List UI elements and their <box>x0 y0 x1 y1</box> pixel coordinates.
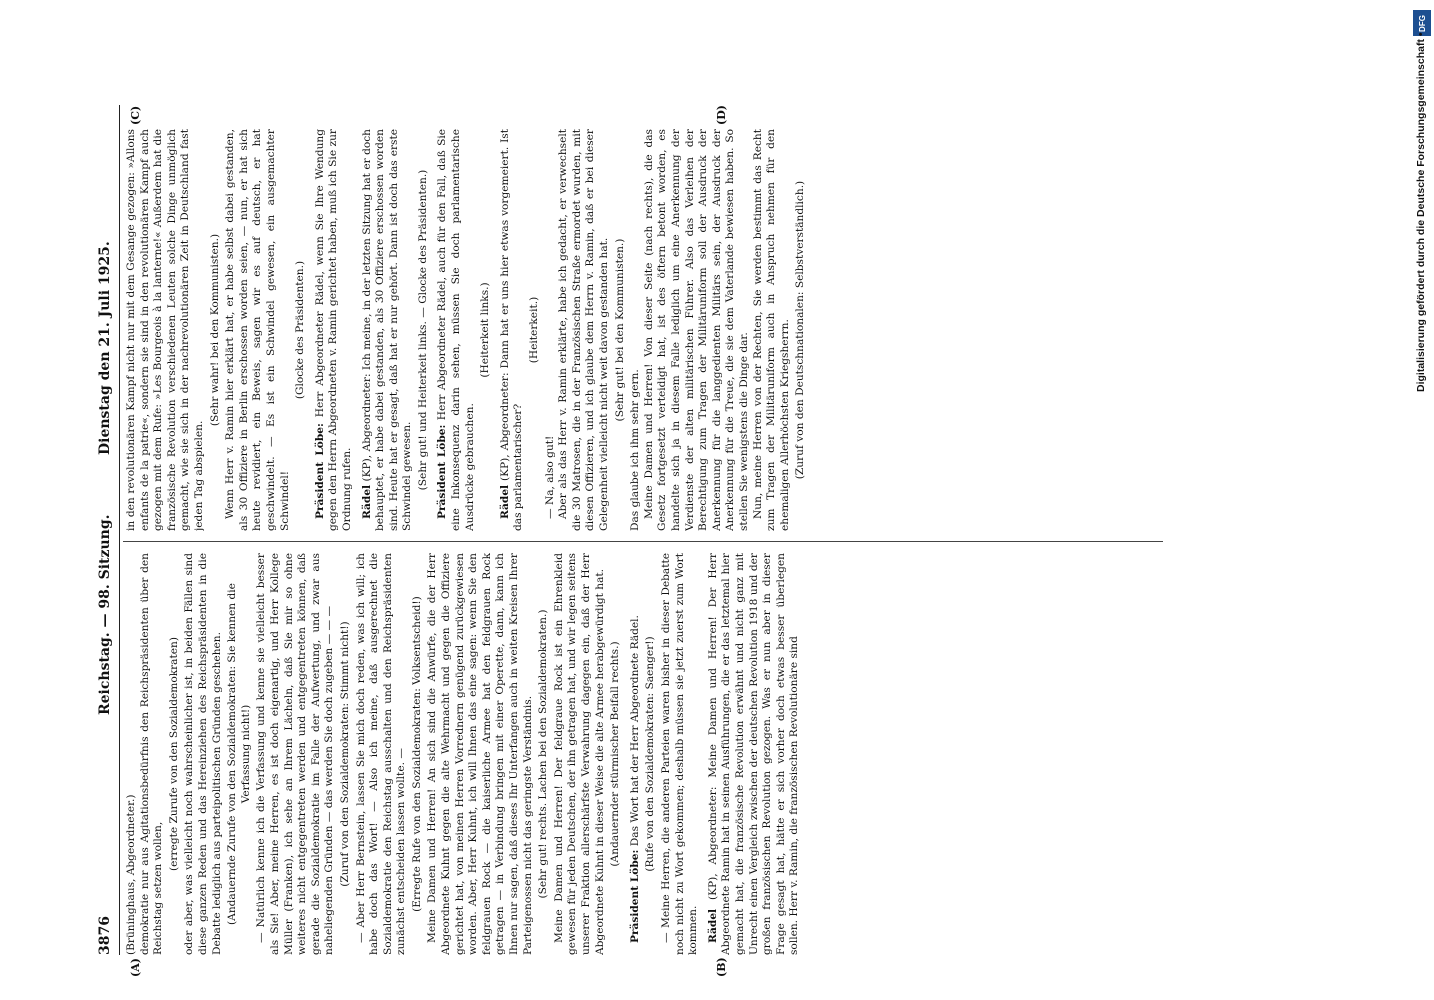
page-number: 3876 <box>97 916 113 955</box>
paragraph-text: Meine Damen und Herren! Der feldgraue Rock ist ein Ehrenkleid gewesen für jeden Deutschen, der ihn getragen hat, und wir legen seitens unserer Fraktion allerschärfste Verwahrung dagegen ein, daß der Herr Abgeordnete Kuhnt in dieser Weise die alte Armee herabgewürdigt hat. <box>552 553 606 955</box>
paragraph-text: (Zuruf von den Sozialdemokraten: Stimmt nicht!) <box>338 621 351 887</box>
paragraph-text: Nun, meine Herren von der Rechten, Sie werden bestimmt das Recht zum Tragen der Militäruniform auch in Anspruch nehmen für den ehemaligen Allerhöchsten Kriegsherrn. <box>751 129 791 531</box>
paragraph-text: (Andauernder stürmischer Beifall rechts.) <box>609 641 622 867</box>
session-date: Dienstag den 21. Juli 1925. <box>97 241 113 455</box>
paragraph <box>644 573 658 935</box>
paragraph-text: — Meine Herren, die anderen Parteien waren bisher in dieser Debatte noch nicht zu Wort gekommen; deshalb müssen sie jetzt zuerst zum Wort kommen. <box>659 553 700 955</box>
paragraph <box>361 129 415 531</box>
paragraph-text: Das glaube ich ihm sehr gern. <box>629 369 642 531</box>
paragraph <box>339 573 353 935</box>
paragraph <box>553 553 607 955</box>
speaker-name: Rädel <box>498 484 511 519</box>
page-title: Reichstag. — 98. Sitzung. <box>97 514 113 715</box>
paragraph <box>752 129 793 531</box>
paragraph-text: (Erregte Rufe von den Sozialdemokraten: Volksentscheid!) <box>410 596 423 912</box>
paragraph-text: (Brüninghaus, Abgeordneter.) <box>125 794 137 955</box>
paragraph <box>629 129 643 531</box>
paragraph <box>411 573 425 935</box>
speaker-name: Rädel <box>706 908 719 943</box>
paragraph <box>528 149 542 511</box>
margin-marker-d: (D) <box>715 105 728 125</box>
paragraph <box>294 149 308 511</box>
paragraph <box>609 573 623 935</box>
paragraph <box>255 553 337 955</box>
paragraph-text: Aber als das Herr v. Ramin erklärte, habe ich gedacht, er verwechselt die 30 Matrosen, die in der Französischen Straße ermordet wurden, mit diesen Offizieren, und ich glaube dem Herrn v. Ramin, daß er bei dieser Gelegenheit vielleicht nicht weit davon gestanden hat. <box>557 129 610 531</box>
paragraph <box>499 129 526 531</box>
margin-marker-a: (A) <box>129 958 142 977</box>
right-column <box>125 129 1160 531</box>
funding-credit: Digitalisierung gefördert durch die Deutsche Forschungsgemeinschaft • <box>1415 32 1427 392</box>
paragraph <box>643 129 752 531</box>
margin-marker-b: (B) <box>715 957 728 977</box>
dfg-logo-icon: DFG <box>1413 10 1431 36</box>
scanned-page <box>95 105 1165 977</box>
paragraph <box>168 573 182 935</box>
margin-marker-c: (C) <box>129 105 142 125</box>
paragraph <box>226 573 253 935</box>
left-column <box>125 553 1160 955</box>
paragraph-text: (KP), Abgeordneter: Ich meine, in der letzten Sitzung hat er doch behauptet, er habe dabei gestanden, als 30 Offiziere erschossen worden sind. Heute hat er gesagt, daß hat er nur gehört. Dann ist doch das erste Schwindel gewesen. <box>360 129 414 531</box>
paragraph-text: (Sehr gut! bei den Kommunisten.) <box>613 238 626 422</box>
column-divider <box>123 541 1163 542</box>
paragraph-text: (Sehr gut! rechts. Lachen bei den Sozialdemokraten.) <box>537 609 550 899</box>
paragraph <box>537 573 551 935</box>
paragraph-text: (Heiterkeit.) <box>528 296 541 364</box>
speaker-name: Präsident Löbe: <box>628 849 641 943</box>
paragraph <box>794 149 808 511</box>
paragraph-text: demokratie nur aus Agitationsbedürfnis den Reichspräsidenten über den Reichstag setzen wollen, <box>138 553 165 955</box>
paragraph-text: Das Wort hat der Herr Abgeordnete Rädel. <box>628 615 641 850</box>
paragraph <box>557 129 611 531</box>
paragraph-text: (KP), Abgeordneter: Dann hat er uns hier etwas vorgemeiert. Ist das parlamentarischer? <box>498 129 525 531</box>
page-header <box>95 105 120 955</box>
paragraph <box>436 129 477 531</box>
paragraph <box>629 553 643 955</box>
paragraph-text: (Zuruf von den Deutschnationalen: Selbstverständlich.) <box>794 180 807 480</box>
paragraph-text: (Heiterkeit links.) <box>479 282 492 378</box>
speaker-name: Präsident Löbe: <box>313 423 326 519</box>
paragraph-text: — Aber Herr Bernstein, lassen Sie mich doch reden, was ich will; ich habe doch das Wort! — Also ich meine, daß ausgerechnet die Sozialdemokratie den Reichstag ausschalten und den Reichspräsidenten zunächst entscheiden lassen wollte. — <box>354 553 408 955</box>
speaker-name: Rädel <box>360 484 373 519</box>
paragraph <box>125 553 139 955</box>
paragraph <box>417 149 431 511</box>
paragraph-text: oder aber, was vielleicht noch wahrscheinlicher ist, in beiden Fällen sind diese ganzen Reden und das Hereinziehen des Reichspräsidenten in die Debatte lediglich aus parteipolitischen Gründen geschehen. <box>183 553 223 955</box>
paragraph <box>479 149 493 511</box>
paragraph-text: (Sehr wahr! bei den Kommunisten.) <box>208 233 221 427</box>
paragraph-text: — Natürlich kenne ich die Verfassung und kenne sie vielleicht besser als Sie! Aber, meine Herren, es ist doch eigenartig, und Herr Kollege Müller (Franken), ich sehe an Ihrem Lächeln, daß Sie mir so ohne weiteres nicht entgegentreten werden und entgegentreten können, daß gerade die Sozialdemokratie im Falle der Aufwertung, und zwar aus naheliegenden Gründen — das werden Sie doch zugeben — — — <box>255 553 336 955</box>
paragraph-text: Wenn Herr v. Ramin hier erklärt hat, er habe selbst dabei gestanden, als 30 Offiziere in Berlin erschossen worden seien, — nun, er hat sich heute revidiert, ein Beweis, sagen wir es auf deutsch, er hat geschwindelt. — Es ist ein Schwindel gewesen, ein ausgemachter Schwindel! <box>224 129 291 531</box>
paragraph-text: Meine Damen und Herren! Von dieser Seite (nach rechts), die das Gesetz fortgesetzt verteidigt hat, ist des öftern betont worden, es handelte sich ja in diesem Falle lediglich um eine Anerkennung der Verdienste der alten militärischen Führer. Also das Verleihen der Berechtigung zum Tragen der Militäruniform soll der Ausdruck der Anerkennung für die langgedienten Militärs sein, der Ausdruck der Anerkennung für die Treue, die sie dem Vaterlande bewiesen haben. So stellen Sie wenigstens die Dinge dar. <box>642 129 750 531</box>
paragraph <box>544 129 558 531</box>
paragraph-text: (KP), Abgeordneter: Meine Damen und Herren! Der Herr Abgeordnete Ramin hat in seinen Ausführungen, die er das letztemal hier gemacht hat, die französische Revolution erwähnt und nicht ganz mit Unrecht einen Vergleich zwischen der deutschen Revolution 1918 und der großen französischen Revolution gezogen. Was er nun aber in dieser Frage gesagt hat, hätte er sich vorher doch etwas besser überlegen sollen. Herr v. Ramin, die französischen Revolutionäre sind <box>706 553 801 955</box>
paragraph <box>139 553 166 955</box>
paragraph-text: in den revolutionären Kampf nicht nur mit dem Gesange gezogen: »Allons enfants de la patrie«, sondern sie sind in den revolutionären Kampf auch gezogen mit dem Rufe: »Les Bourgeois à la lanterne!« Außerdem hat die französische Revolution verschiedenen Leuten solche Dinge unmöglich gemacht, wie sie sich in der nachrevolutionären Zeit in Deutschland fast jeden Tag abspielen. <box>125 129 205 531</box>
paragraph <box>707 553 802 955</box>
paragraph-text: Meine Damen und Herren! An sich sind die Anwürfe, die der Herr Abgeordnete Kuhnt gegen die alte Wehrmacht und gegen die Offiziere gerichtet hat, von meinen Herren Vorrednern genügend zurückgewiesen worden. Aber, Herr Kuhnt, ich will Ihnen das eine sagen: wenn Sie den feldgrauen Rock — die kaiserliche Armee hat den feldgrauen Rock getragen — in Verbindung bringen mit einer Operette, dann, kann ich Ihnen nur sagen, daß dieses Ihr Unterfangen auch in weiten Kreisen Ihrer Parteigenossen nicht das geringste Verständnis. <box>426 553 534 955</box>
paragraph-text: — Na, also gut! <box>543 435 556 519</box>
paragraph-text: (Rufe von den Sozialdemokraten: Saenger!) <box>644 636 657 872</box>
paragraph-text: (Sehr gut! und Heiterkeit links. — Glocke des Präsidenten.) <box>416 169 429 491</box>
paragraph <box>224 129 292 531</box>
paragraph-text: Herr Abgeordneter Rädel, wenn Sie Ihre Wendung gegen den Herrn Abgeordneten v. Ramin gerichtet haben, muß ich Sie zur Ordnung rufen. <box>313 129 353 531</box>
paragraph <box>355 553 409 955</box>
paragraph <box>660 553 701 955</box>
paragraph <box>209 149 223 511</box>
paragraph-text: Herr Abgeordneter Rädel, auch für den Fall, daß Sie eine Inkonsequenz darin sehen, müssen Sie doch parlamentarische Ausdrücke gebrauchen. <box>436 129 476 531</box>
paragraph <box>125 129 207 531</box>
speaker-name: Präsident Löbe: <box>436 424 449 519</box>
paragraph-text: (erregte Zurufe von den Sozialdemokraten) <box>167 637 180 871</box>
paragraph-text: (Glocke des Präsidenten.) <box>294 260 307 400</box>
paragraph <box>314 129 355 531</box>
paragraph <box>614 149 628 511</box>
paragraph <box>183 553 224 955</box>
paragraph <box>426 553 535 955</box>
paragraph-text: (Andauernde Zurufe von den Sozialdemokraten: Sie kennen die Verfassung nicht!) <box>226 583 252 925</box>
